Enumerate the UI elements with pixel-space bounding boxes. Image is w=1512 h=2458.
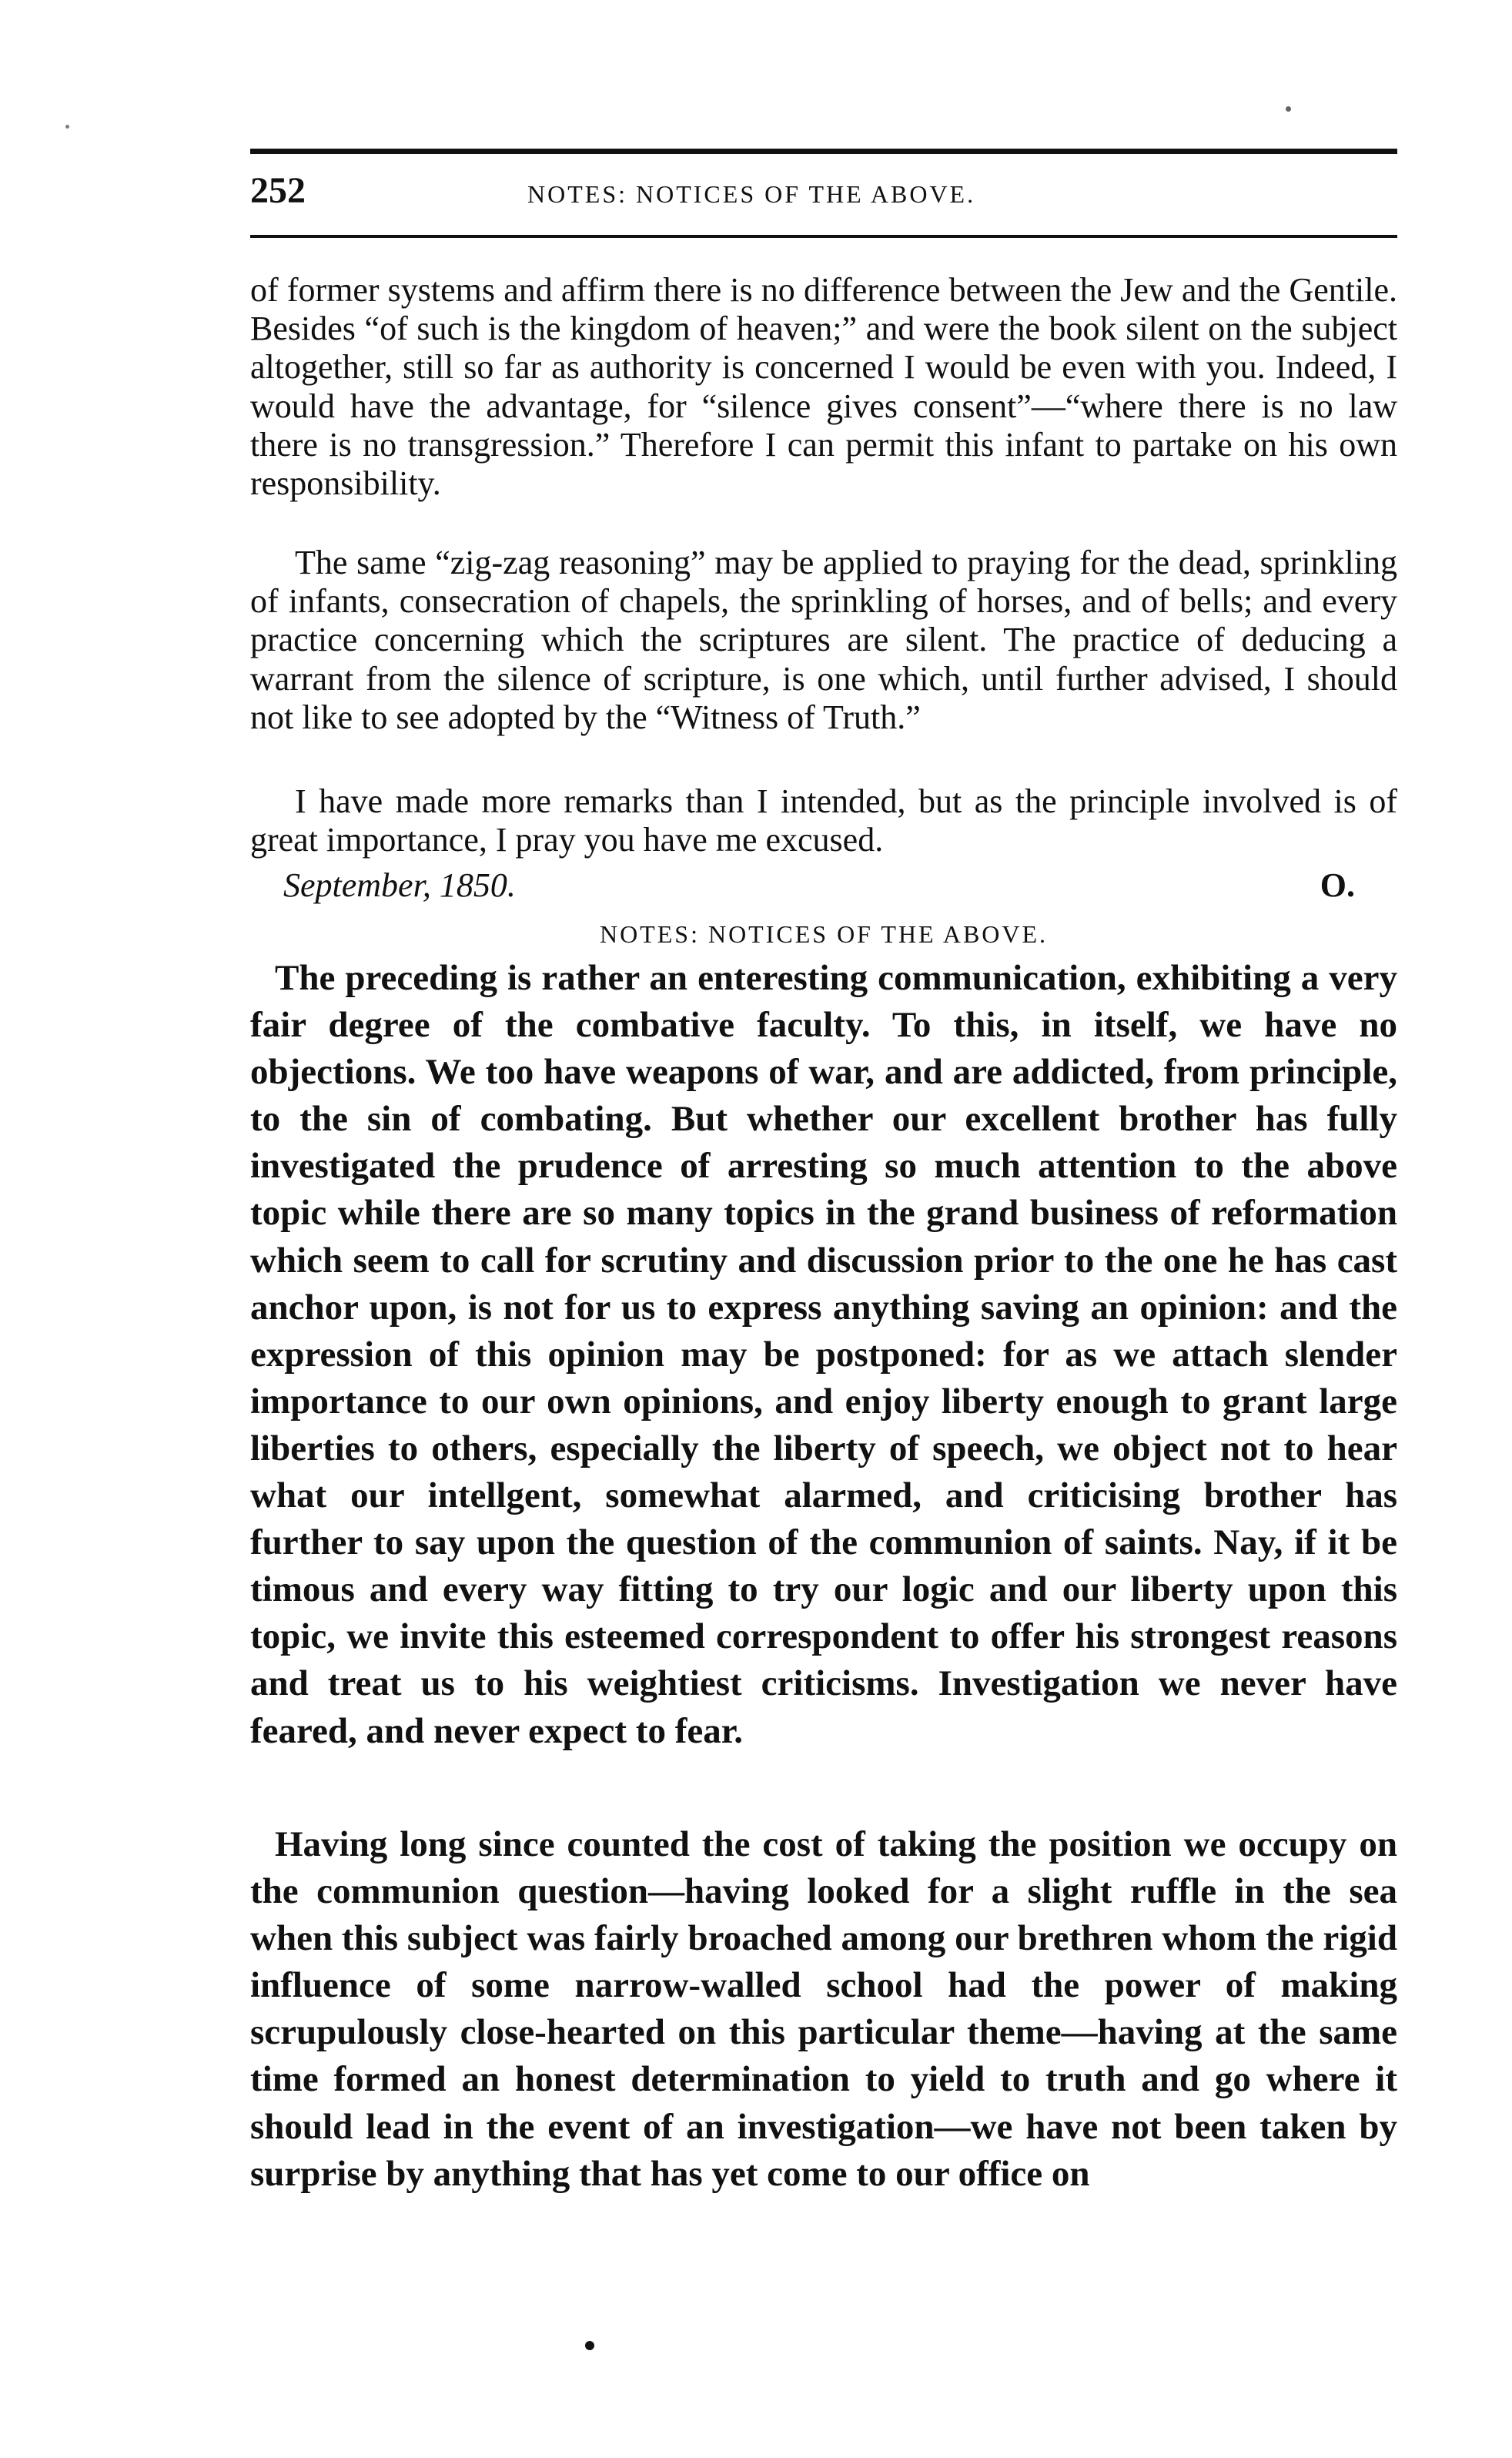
letter-paragraph-3: I have made more remarks than I intended, but as the principle involved is of great importance, I pray you have me excused.	[250, 782, 1397, 859]
letter-date: September, 1850.	[283, 866, 516, 904]
letter-signoff	[283, 866, 1355, 910]
page-number: 252	[250, 170, 306, 211]
page-header	[250, 171, 1397, 225]
letter-paragraph-1: of former systems and affirm there is no difference between the Jew and the Gentile. Besides “of such is the kingdom of heaven;” and were the book silent on the subject altogether, still so far as authority is concerned I would be even with you. Indeed, I would have the advantage, for “silence gives consent”—“where there is no law there is no transgression.” Therefore I can permit this infant to partake on his own responsibility.	[250, 271, 1397, 503]
letter-signature: O.	[1320, 866, 1355, 904]
ink-speck	[65, 125, 69, 129]
header-rule-top	[250, 149, 1397, 154]
letter-paragraph-2: The same “zig-zag reasoning” may be applied to praying for the dead, sprinkling of infants, consecration of chapels, the sprinkling of horses, and of bells; and every practice concerning which the scriptures are silent. The practice of deducing a warrant from the silence of scripture, is one which, until further advised, I should not like to see adopted by the “Witness of Truth.”	[250, 544, 1397, 736]
notes-paragraph-1: The preceding is rather an enteresting communication, exhibiting a very fair degree of the combative faculty. To this, in itself, we have no objections. We too have weapons of war, and are addicted, from principle, to the sin of combating. But whether our excellent brother has fully investigated the prudence of arresting so much attention to the above topic while there are so many topics in the grand business of reformation which seem to call for scrutiny and discussion prior to the one he has cast anchor upon, is not for us to express anything saving an opinion: and the expression of this opinion may be postponed: for as we attach slender importance to our own opinions, and enjoy liberty enough to grant large liberties to others, especially the liberty of speech, we object not to hear what our intellgent, somewhat alarmed, and criticising brother has further to say upon the question of the communion of saints. Nay, if it be timous and every way fitting to try our logic and our liberty upon this topic, we invite this esteemed correspondent to offer his strongest reasons and treat us to his weightiest criticisms. Investigation we never have feared, and never expect to fear.	[250, 958, 1397, 1751]
ink-speck	[585, 2341, 594, 2350]
running-head: NOTES: NOTICES OF THE ABOVE.	[527, 180, 976, 208]
section-heading: NOTES: NOTICES OF THE ABOVE.	[599, 920, 1049, 948]
notes-paragraph-2: Having long since counted the cost of taking the position we occupy on the communion question—having looked for a slight ruffle in the sea when this subject was fairly broached among our brethren whom the rigid influence of some narrow-walled school had the power of making scrupulously close-hearted on this particular theme—having at the same time formed an honest determination to yield to truth and go where it should lead in the event of an investigation—we have not been taken by surprise by anything that has yet come to our office on	[250, 1824, 1397, 2194]
ink-speck	[1286, 106, 1291, 112]
header-rule-bottom	[250, 235, 1397, 238]
